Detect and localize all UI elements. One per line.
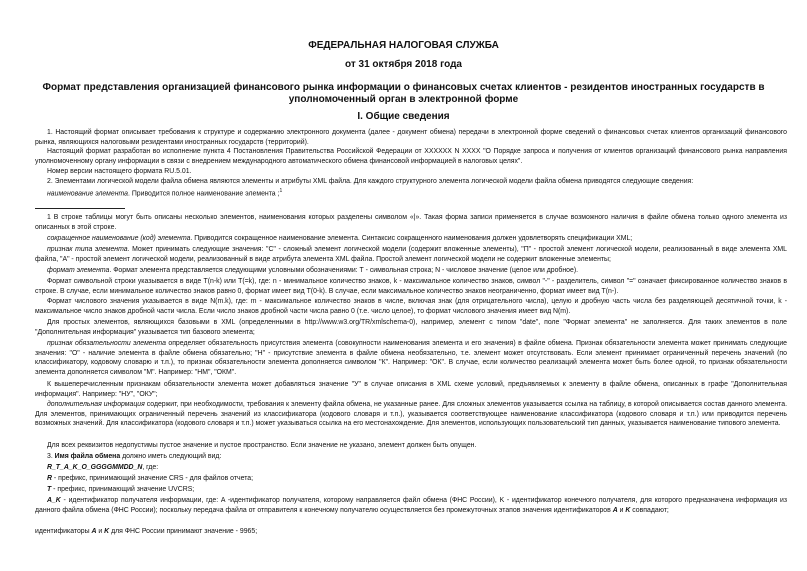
recipient-id-value-pre: идентификаторы bbox=[35, 528, 92, 535]
document-title: Формат представления организацией финансового рынка информации о финансовых счетах клиентов - резидентов иностранных государств в уполномоченный орган в электронной форме bbox=[42, 82, 765, 105]
footnote-divider bbox=[35, 208, 125, 209]
prefix-t-code: T bbox=[47, 486, 52, 493]
prefix-r-code: R bbox=[47, 475, 52, 482]
file-name-pattern bbox=[35, 463, 787, 473]
file-name-pattern-text: , где: bbox=[142, 464, 159, 471]
note-extra-info bbox=[35, 400, 787, 429]
recipient-id-value-text: для ФНС России принимают значение - 9965; bbox=[109, 528, 258, 535]
prefix-t-text: - префикс, принимающий значение UVCRS; bbox=[51, 486, 195, 493]
agency-name: ФЕДЕРАЛЬНАЯ НАЛОГОВАЯ СЛУЖБА bbox=[308, 40, 499, 51]
prefix-r-text: - префикс, принимающий значение CRS - для файлов отчета; bbox=[51, 475, 254, 482]
note-string-format: Формат символьной строки указывается в виде Т(n-k) или Т(=k), где: n - минимальное количество знаков, k - максимальное количество знаков, символ "-" - разделитель, символ "=" означает фиксированное количество знаков в строке. В случае, если минимальное количество знаков равно 0, формат имеет вид Т(0-k). В случае, если максимальное количество знаков неограниченно, формат имеет вид Т(n-). bbox=[35, 278, 787, 295]
paragraph-2: Настоящий формат разработан во исполнение пункта 4 Постановления Правительства Российской Федерации от XXXXXX N XXXX "О Порядке запроса и получения от клиентов организаций финансового рынка направления уполномоченному органу информации в связи с внедрением международного автоматического обмена финансовой информацией в налоговых целях". bbox=[35, 148, 787, 165]
note-extra-info-text: содержит, при необходимости, требования к элементу файла обмена, не указанные ранее. Для сложных элементов указывается ссылка на таблицу, в которой описывается состав данного элемента. Для элементов, принимающих ограниченный перечень значений из классификатора (кодового словаря и т.п.), указывается соответствующее наименование классификатора (кодового словаря и т.п.) или приводится перечень возможных значений. Для классификатора (кодового словаря и т.п.) может указываться ссылка на его местонахождение. Для элементов, использующих пользовательский тип данных, указывается наименование типового элемента. bbox=[35, 401, 787, 428]
recipient-id-value bbox=[35, 527, 787, 537]
paragraph-3: Номер версии настоящего формата RU.5.01. bbox=[47, 168, 192, 175]
note-type bbox=[35, 245, 787, 264]
prefix-t bbox=[35, 485, 787, 495]
file-name-pattern-code: R_T_A_K_O_GGGGMMDD_N bbox=[47, 464, 143, 471]
paragraph-1: 1. Настоящий формат описывает требования к структуре и содержанию электронного документа (далее - документ обмена) передачи в электронной форме сведений о финансовых счетах клиентов организаций финансового рынка, являющихся налоговыми резидентами иностранных государств (территорий). bbox=[35, 129, 787, 146]
paragraph-5 bbox=[35, 187, 787, 199]
footnote-1: 1 В строке таблицы могут быть описаны несколько элементов, наименования которых разделены символом «|». Такая форма записи применяется в случае возможного наличия в файле обмена только одного элемента из описанных в этой строке. bbox=[35, 214, 787, 231]
section-heading: I. Общие сведения bbox=[357, 111, 450, 122]
note-conditions: К вышеперечисленным признакам обязательности элемента может добавляться значение "У" в случае описания в XML схеме условий, предъявляемых к элементу в файле обмена, описанных в графе "Дополнительная информация". Например: "НУ", "ОКУ"; bbox=[35, 381, 787, 398]
footnote-marker: 1 bbox=[279, 188, 283, 194]
recipient-id-code: A_K bbox=[47, 497, 61, 504]
file-name-intro-text: должно иметь следующий вид: bbox=[120, 453, 222, 460]
note-format-text: . Формат элемента представляется следующими условными обозначениями: Т - символьная строка; N - числовое значение (целое или дробное). bbox=[109, 267, 579, 274]
paragraph-4: 2. Элементами логической модели файла обмена являются элементы и атрибуты XML файла. Для каждого структурного элемента логической модели файла обмена приводятся следующие сведения: bbox=[47, 178, 694, 185]
note-format-label: формат элемента bbox=[47, 267, 110, 274]
recipient-id-and: и bbox=[617, 506, 626, 514]
file-name-intro bbox=[35, 452, 787, 462]
recipient-id-end: совпадают; bbox=[630, 506, 669, 514]
note-extra-info-label: дополнительная информация bbox=[47, 401, 145, 408]
note-short-name-label: сокращенное наименование (код) элемента bbox=[47, 235, 191, 242]
file-name-label: Имя файла обмена bbox=[54, 453, 121, 460]
element-name-label: наименование элемента bbox=[47, 190, 129, 198]
recipient-id-value-a: A bbox=[91, 528, 97, 535]
note-format bbox=[35, 266, 787, 276]
prefix-r bbox=[35, 474, 787, 484]
note-required bbox=[35, 339, 787, 377]
note-short-name bbox=[35, 234, 787, 244]
note-base-types: Для простых элементов, являющихся базовыми в XML (определенными в http://www.w3.org/TR/xmlschema-0), например, элемент с типом "date", поле "Формат элемента" не заполняется. Для таких элементов в поле "Дополнительная информация" указывается тип базового элемента; bbox=[35, 319, 787, 336]
note-type-label: признак типа элемента bbox=[47, 246, 128, 253]
recipient-id bbox=[35, 496, 787, 515]
note-empty-values: Для всех реквизитов недопустимы пустое значение и пустое пространство. Если значение не указано, элемент должен быть опущен. bbox=[47, 442, 477, 449]
document-date: от 31 октября 2018 года bbox=[345, 59, 462, 70]
note-required-text: определяет обязательность присутствия элемента (совокупности наименования элемента и его значения) в файле обмена. Признак обязательности элемента может принимать следующие значения: "О" - наличие элемента в файле обмена обязательно; "Н" - присутствие элемента в файле обмена необязательно, т.е. элемент может отсутствовать. Если элемент принимает ограниченный перечень значений (по классификатору, кодовому словарю и т.п.), то признак обязательности элемента дополняется символом "К". Например: "ОК". В случае, если количество реализаций элемента может быть более одной, то признак обязательности элемента дополняется символом "М". Например: "НМ", "ОКМ". bbox=[35, 340, 787, 376]
recipient-id-text: - идентификатор получателя информации, где: A -идентификатор получателя, которому направляется файл обмена (ФНС России), K - идентификатор конечного получателя, для которого предназначена информация из данного файла обмена (ФНС России); поскольку передача файла от отправителя к конечному получателю осуществляется без промежуточных этапов значения идентификаторов bbox=[35, 497, 787, 514]
recipient-id-value-and: и bbox=[96, 528, 105, 535]
recipient-id-k: K bbox=[625, 506, 631, 514]
element-name-text: . Приводится полное наименование элемента ; bbox=[128, 190, 280, 198]
file-name-number: 3. bbox=[47, 453, 55, 460]
recipient-id-value-k: K bbox=[104, 528, 110, 535]
note-short-name-text: . Приводится сокращенное наименование элемента. Синтаксис сокращенного наименования должен удовлетворять спецификации XML; bbox=[190, 235, 633, 242]
note-type-text: . Может принимать следующие значения: "С" - сложный элемент логической модели (содержит вложенные элементы), "П" - простой элемент логической модели, реализованный в виде элемента XML файла, "А" - простой элемент логической модели, реализованный в виде атрибута элемента XML файла. Простой элемент логической модели не содержит вложенные элементы; bbox=[35, 246, 787, 263]
note-number-format: Формат числового значения указывается в виде N(m.k), где: m - максимальное количество знаков в числе, включая знак (для отрицательного числа), целую и дробную часть числа без разделяющей десятичной точки, k - максимальное число знаков дробной части числа. Если число знаков дробной части числа равно 0 (т.е. число целое), то формат числового значения имеет вид N(m). bbox=[35, 298, 787, 315]
recipient-id-a: A bbox=[612, 506, 618, 514]
note-required-label: признак обязательности элемента bbox=[47, 340, 166, 347]
